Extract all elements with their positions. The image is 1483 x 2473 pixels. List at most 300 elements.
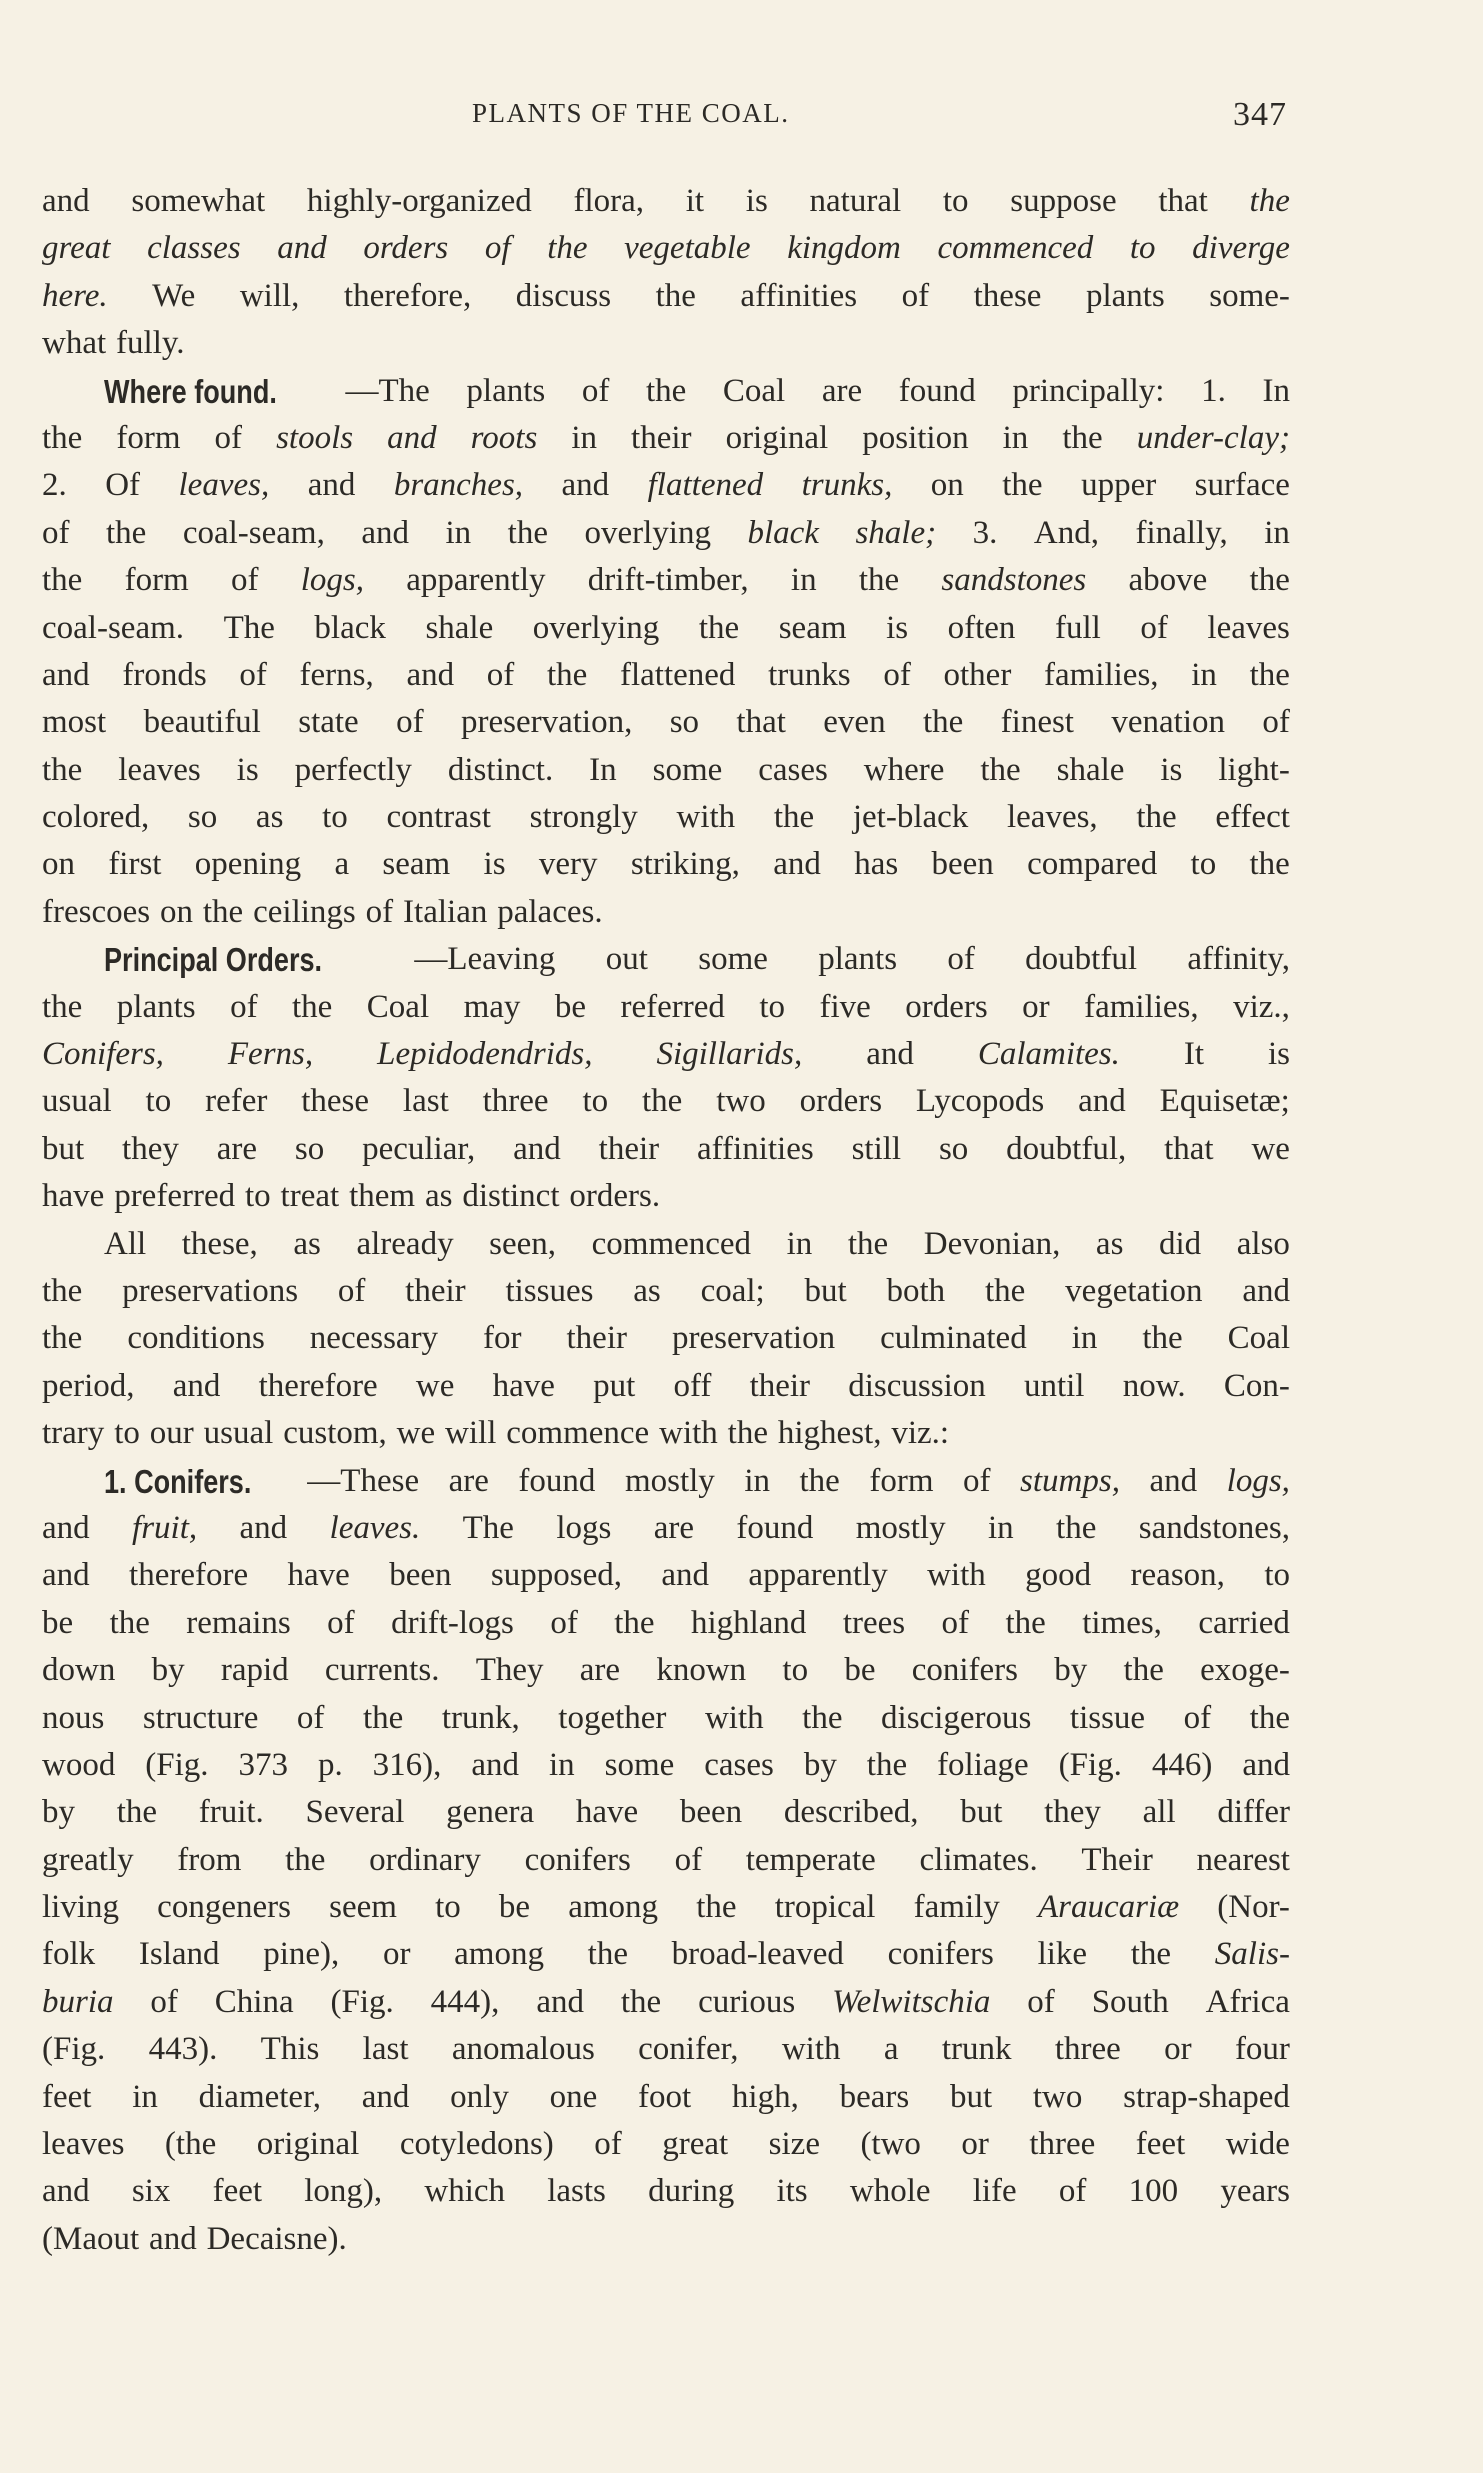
- word: only: [450, 2078, 509, 2115]
- word: some: [698, 941, 768, 978]
- word: or: [382, 1936, 411, 1973]
- word: ferns,: [299, 656, 374, 693]
- word: therefore: [129, 1557, 249, 1594]
- word: remains: [186, 1604, 291, 1641]
- word: of: [230, 562, 259, 599]
- word: families,: [1044, 656, 1159, 693]
- word: as: [255, 799, 284, 836]
- word: discuss: [515, 277, 612, 314]
- text-line: [42, 652, 1290, 699]
- word: seam: [382, 846, 451, 883]
- word: greatly: [42, 1841, 134, 1878]
- word: original: [725, 419, 829, 456]
- word: in: [1071, 1320, 1098, 1357]
- text-line: [42, 984, 1290, 1031]
- word: the: [1130, 1936, 1172, 1973]
- word: colored,: [42, 799, 150, 836]
- word: and: [406, 656, 455, 693]
- word: most: [42, 704, 107, 741]
- word: doubtful: [1025, 941, 1137, 978]
- word: plants: [1085, 277, 1165, 314]
- word: of: [550, 1604, 578, 1641]
- word: that: [736, 704, 786, 741]
- word: and: [471, 1746, 520, 1783]
- word: currents.: [324, 1652, 440, 1689]
- word: fully.: [116, 325, 185, 362]
- word: branches,: [393, 467, 524, 504]
- word: described,: [783, 1794, 919, 1831]
- word: found: [736, 1509, 814, 1546]
- word: distinct.: [447, 751, 554, 788]
- word: often: [947, 609, 1016, 646]
- word: they: [122, 1130, 179, 1167]
- word: the: [1249, 1699, 1290, 1736]
- word: Coal: [366, 988, 430, 1025]
- word: in: [786, 1225, 813, 1262]
- word: some: [652, 751, 723, 788]
- word: where: [863, 751, 945, 788]
- word: seam: [778, 609, 847, 646]
- word: Sigillarids,: [656, 1036, 803, 1073]
- word: life: [972, 2173, 1017, 2210]
- word: logs: [556, 1509, 612, 1546]
- word: of: [1058, 2173, 1087, 2210]
- word: with: [781, 2031, 841, 2068]
- word: the: [1249, 562, 1290, 599]
- word: be: [554, 988, 587, 1025]
- text-line: [42, 841, 1290, 888]
- word: overlying: [584, 514, 711, 551]
- word: viz.,: [1233, 988, 1290, 1025]
- word: cotyledons): [399, 2126, 554, 2163]
- word: but: [42, 1130, 85, 1167]
- word: with: [676, 799, 736, 836]
- word: original: [256, 2126, 360, 2163]
- text-line: [42, 1789, 1290, 1836]
- word: effect: [1215, 799, 1290, 836]
- word: the: [42, 988, 83, 1025]
- word: the: [802, 1699, 843, 1736]
- word: Calamites.: [977, 1036, 1120, 1073]
- word: folk: [42, 1936, 96, 1973]
- word: usual: [203, 1415, 274, 1452]
- word: Decaisne).: [206, 2220, 347, 2257]
- word: together: [558, 1699, 667, 1736]
- word: All: [104, 1225, 147, 1262]
- word: buria: [42, 1983, 114, 2020]
- word: been: [679, 1794, 743, 1831]
- word: has: [854, 846, 899, 883]
- word: will,: [239, 277, 300, 314]
- word: among: [568, 1889, 659, 1926]
- word: This: [260, 2031, 320, 2068]
- word: of: [901, 277, 930, 314]
- word: the: [655, 277, 696, 314]
- word: as: [424, 1178, 453, 1215]
- word: the: [614, 1604, 655, 1641]
- word: of: [1027, 1983, 1055, 2020]
- text-line: [42, 273, 1290, 320]
- word: or: [1022, 988, 1050, 1025]
- word: Island: [138, 1936, 220, 1973]
- word: climates.: [919, 1841, 1038, 1878]
- word: —These: [307, 1462, 420, 1499]
- word: the: [866, 1746, 908, 1783]
- word: 444),: [430, 1983, 500, 2020]
- word: is: [745, 183, 768, 219]
- word: perfectly: [294, 751, 412, 788]
- word: logs,: [1226, 1462, 1290, 1499]
- word: three: [1029, 2126, 1096, 2163]
- body-text: [42, 178, 1290, 2263]
- word: treat: [280, 1178, 340, 1215]
- word: the: [1249, 846, 1290, 883]
- word: it: [685, 183, 705, 219]
- word: been: [931, 846, 994, 883]
- word: whole: [849, 2173, 931, 2210]
- word: and: [42, 656, 90, 693]
- word: of: [486, 656, 515, 693]
- text-line: [42, 605, 1290, 652]
- word: and: [42, 1509, 90, 1546]
- word: vegetation: [1065, 1272, 1203, 1309]
- word: stumps,: [1020, 1462, 1120, 1499]
- word: leaves,: [178, 467, 270, 504]
- word: overlying: [532, 609, 660, 646]
- word: seem: [329, 1889, 397, 1926]
- word: so: [294, 1130, 325, 1167]
- text-line: [42, 368, 1290, 415]
- word: been: [389, 1557, 452, 1594]
- word: as: [1095, 1225, 1124, 1262]
- word: black: [747, 514, 819, 551]
- word: conditions: [127, 1320, 265, 1357]
- word: families,: [1084, 988, 1199, 1025]
- word: logs,: [300, 562, 364, 599]
- word: foliage: [937, 1746, 1029, 1783]
- word: our: [149, 1415, 194, 1452]
- word: of: [1140, 609, 1168, 646]
- word: reason,: [1130, 1557, 1225, 1594]
- word: of: [239, 656, 267, 693]
- word: conifer,: [638, 2031, 739, 2068]
- text-line: [42, 557, 1290, 604]
- word: The: [223, 609, 275, 646]
- word: carried: [1198, 1604, 1290, 1641]
- word: flattened: [647, 467, 764, 504]
- word: is: [483, 846, 506, 883]
- text-line: [42, 1837, 1290, 1884]
- word: and: [361, 2078, 410, 2115]
- word: trunks: [768, 656, 851, 693]
- word: p.: [317, 1746, 343, 1783]
- word: to: [582, 1083, 609, 1120]
- text-line: [42, 1410, 1290, 1457]
- word: the: [362, 1699, 404, 1736]
- word: three: [1054, 2031, 1121, 2068]
- word: apparently: [748, 1557, 888, 1594]
- word: —The: [345, 372, 430, 409]
- word: of: [484, 230, 511, 267]
- word: but: [960, 1794, 1003, 1831]
- word: the: [109, 1604, 150, 1641]
- word: in: [1002, 419, 1029, 456]
- word: in: [987, 1509, 1014, 1546]
- text-line: [42, 1931, 1290, 1978]
- word: wood: [42, 1746, 116, 1783]
- word: the: [587, 1936, 628, 1973]
- word: upper: [1081, 467, 1157, 504]
- word: leaves,: [1006, 799, 1098, 836]
- word: and: [561, 467, 610, 504]
- word: leaves: [118, 751, 201, 788]
- word: 443).: [148, 2031, 218, 2068]
- running-title: PLANTS OF THE COAL.: [472, 98, 790, 128]
- running-head: [0, 98, 1483, 138]
- word: necessary: [309, 1320, 439, 1357]
- word: are: [821, 372, 863, 409]
- text-line: [42, 2074, 1290, 2121]
- text-line: [42, 415, 1290, 462]
- word: preservation: [671, 1320, 836, 1357]
- word: Con-: [1223, 1367, 1290, 1404]
- word: feet: [1135, 2126, 1186, 2163]
- word: plants: [466, 372, 546, 409]
- word: great: [662, 2126, 729, 2163]
- word: known: [656, 1652, 747, 1689]
- word: by: [42, 1794, 75, 1831]
- word: on: [42, 846, 75, 883]
- word: found: [898, 372, 976, 409]
- word: shale;: [855, 514, 937, 551]
- word: —Leaving: [414, 941, 556, 978]
- word: their: [749, 1367, 811, 1404]
- word: 2.: [42, 467, 67, 504]
- text-line: [42, 1221, 1290, 1268]
- word: three: [482, 1083, 549, 1120]
- word: preferred: [114, 1178, 236, 1215]
- word: apparently: [406, 562, 546, 599]
- word: last: [362, 2031, 409, 2068]
- word: both: [886, 1272, 946, 1309]
- word: the: [1002, 467, 1043, 504]
- word: and: [277, 230, 327, 267]
- word: Several: [305, 1794, 405, 1831]
- word: of: [963, 1462, 991, 1499]
- word: four: [1234, 2031, 1290, 2068]
- word: other: [943, 656, 1012, 693]
- word: the: [799, 1462, 840, 1499]
- word: these: [301, 1083, 370, 1120]
- word: In: [1262, 372, 1290, 409]
- word: years: [1220, 2173, 1290, 2210]
- word: (Nor-: [1217, 1889, 1290, 1926]
- word: with: [659, 1415, 718, 1452]
- word: by: [151, 1652, 185, 1689]
- word: (Fig.: [1058, 1746, 1122, 1783]
- word: the: [980, 751, 1021, 788]
- word: put: [593, 1367, 636, 1404]
- word: position: [862, 419, 969, 456]
- word: the: [773, 799, 815, 836]
- word: ceilings: [253, 893, 356, 930]
- word: the: [1123, 1652, 1164, 1689]
- text-line: [42, 1173, 1290, 1220]
- text-line: [42, 936, 1290, 983]
- word: viz.:: [891, 1415, 950, 1452]
- word: surface: [1194, 467, 1290, 504]
- word: to: [244, 1178, 271, 1215]
- word: shale: [1056, 751, 1125, 788]
- word: It: [1183, 1036, 1205, 1073]
- word: fronds: [122, 656, 207, 693]
- text-line: [42, 2168, 1290, 2215]
- word: orders: [905, 988, 988, 1025]
- word: feet: [42, 2078, 92, 2115]
- text-line: [42, 1078, 1290, 1125]
- word: Of: [105, 467, 141, 504]
- word: temperate: [745, 1841, 876, 1878]
- word: Italian: [403, 893, 488, 930]
- word: two: [716, 1083, 766, 1120]
- word: flattened: [620, 656, 736, 693]
- text-line: [42, 462, 1290, 509]
- word: and: [307, 467, 356, 504]
- word: the: [42, 751, 83, 788]
- word: the: [1056, 1509, 1097, 1546]
- word: curious: [698, 1983, 796, 2020]
- word: kingdom: [787, 230, 901, 267]
- text-line: [42, 1315, 1290, 1362]
- word: leaves.: [329, 1509, 421, 1546]
- word: have: [42, 1178, 105, 1215]
- word: compared: [1027, 846, 1158, 883]
- word: contrast: [386, 799, 491, 836]
- text-line: [42, 1742, 1290, 1789]
- word: plants: [116, 988, 196, 1025]
- word: and: [773, 846, 821, 883]
- word: shale: [425, 609, 494, 646]
- word: family: [913, 1889, 1000, 1926]
- text-line: [42, 889, 1290, 936]
- word: under-clay;: [1136, 419, 1290, 456]
- word: Lepidodendrids,: [377, 1036, 593, 1073]
- word: discigerous: [881, 1699, 1032, 1736]
- word: in: [445, 514, 472, 551]
- word: In: [589, 751, 617, 788]
- word: highland: [690, 1604, 807, 1641]
- word: sandstones: [941, 562, 1087, 599]
- word: is: [886, 609, 909, 646]
- word: have: [287, 1557, 350, 1594]
- word: striking,: [630, 846, 740, 883]
- word: to: [1190, 846, 1217, 883]
- word: tropical: [774, 1889, 876, 1926]
- word: commenced: [591, 1225, 752, 1262]
- word: even: [823, 704, 886, 741]
- word: Africa: [1205, 1983, 1290, 2020]
- word: affinities: [740, 277, 858, 314]
- word: light-: [1218, 751, 1290, 788]
- text-line: [42, 178, 1290, 225]
- word: fruit,: [132, 1509, 198, 1546]
- word: Their: [1081, 1841, 1153, 1878]
- word: long),: [304, 2173, 383, 2210]
- word: the: [922, 704, 964, 741]
- word: distinct: [462, 1178, 560, 1215]
- word: drift-logs: [391, 1604, 514, 1641]
- word: of: [883, 656, 911, 693]
- word: lasts: [547, 2173, 606, 2210]
- word: great: [42, 230, 111, 267]
- word: commenced: [937, 230, 1094, 267]
- word: 316),: [372, 1746, 442, 1783]
- word: good: [1025, 1557, 1092, 1594]
- word: trunk,: [441, 1699, 520, 1736]
- section-heading: Where found.: [104, 372, 277, 410]
- word: of: [1262, 704, 1290, 741]
- word: to: [114, 1415, 140, 1452]
- word: of: [42, 514, 70, 551]
- word: to: [782, 1652, 809, 1689]
- word: black: [314, 609, 386, 646]
- word: of: [947, 941, 975, 978]
- word: tissues: [505, 1272, 594, 1309]
- word: of: [296, 1699, 325, 1736]
- word: and: [42, 2173, 90, 2210]
- word: coal;: [700, 1272, 765, 1309]
- word: full: [1054, 609, 1101, 646]
- text-line: [42, 1979, 1290, 2026]
- text-line: [42, 1884, 1290, 1931]
- word: on: [930, 467, 964, 504]
- word: leaves: [1207, 609, 1290, 646]
- word: these: [973, 277, 1042, 314]
- word: preservations: [122, 1272, 299, 1309]
- word: 373: [238, 1746, 289, 1783]
- word: and: [513, 1130, 561, 1167]
- word: 446): [1151, 1746, 1213, 1783]
- word: strap-shaped: [1123, 2078, 1290, 2115]
- word: mostly: [624, 1462, 715, 1499]
- word: palaces.: [497, 893, 603, 930]
- word: Ferns,: [227, 1036, 314, 1073]
- word: and: [42, 183, 90, 219]
- word: very: [538, 846, 598, 883]
- text-line: [42, 2121, 1290, 2168]
- word: genera: [446, 1794, 535, 1831]
- text-line: [42, 1458, 1290, 1505]
- word: or: [961, 2126, 989, 2163]
- word: of: [1183, 1699, 1212, 1736]
- word: from: [177, 1841, 242, 1878]
- text-line: [42, 2216, 1290, 2263]
- word: in: [1264, 514, 1290, 551]
- word: leaves: [42, 2126, 125, 2163]
- word: rapid: [220, 1652, 289, 1689]
- word: Coal: [722, 372, 786, 409]
- word: (Fig.: [145, 1746, 209, 1783]
- word: so: [938, 1130, 969, 1167]
- word: have: [492, 1367, 555, 1404]
- word: coal-seam.: [42, 609, 185, 646]
- word: the: [42, 1272, 83, 1309]
- word: in: [1191, 656, 1217, 693]
- word: their: [598, 1130, 660, 1167]
- word: trunks,: [801, 467, 893, 504]
- word: of: [214, 419, 243, 456]
- word: high,: [731, 2078, 799, 2115]
